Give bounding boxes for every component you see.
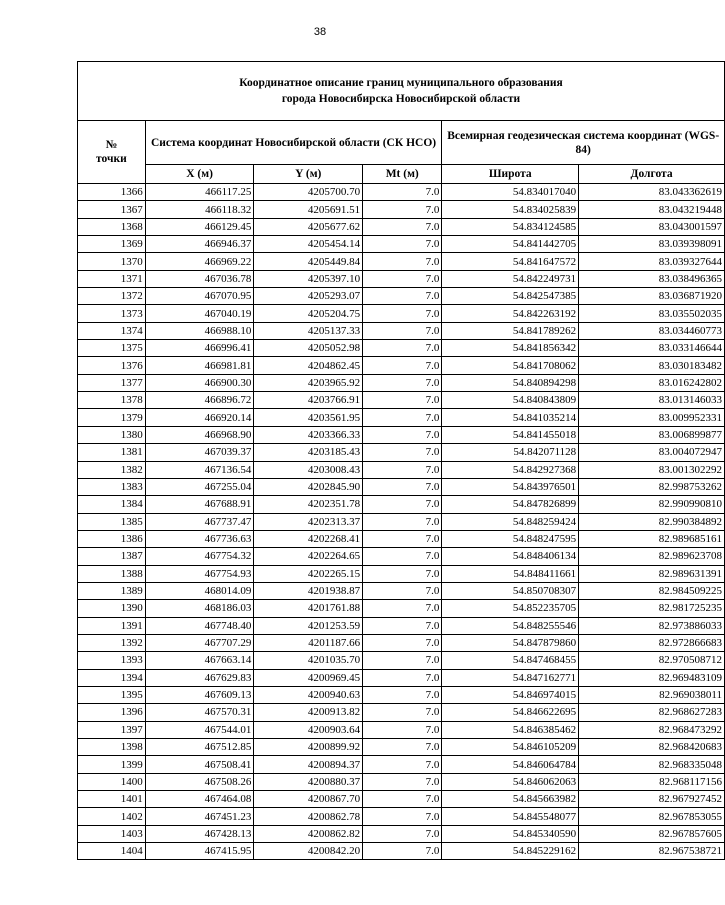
mt-cell: 7.0	[363, 322, 442, 339]
x-cell: 467040.19	[145, 305, 254, 322]
table-row	[78, 530, 725, 547]
point-number-cell: 1381	[78, 444, 146, 461]
y-cell: 4202351.78	[254, 496, 363, 513]
point-number-label: точки	[96, 153, 127, 165]
point-number-cell: 1395	[78, 686, 146, 703]
mt-cell: 7.0	[363, 721, 442, 738]
longitude-cell: 83.039327644	[579, 253, 725, 270]
longitude-cell: 82.981725235	[579, 600, 725, 617]
table-row	[78, 340, 725, 357]
table-row	[78, 721, 725, 738]
mt-cell: 7.0	[363, 843, 442, 860]
point-number-cell: 1369	[78, 236, 146, 253]
mt-cell: 7.0	[363, 218, 442, 235]
y-cell: 4204862.45	[254, 357, 363, 374]
y-cell: 4202264.65	[254, 548, 363, 565]
y-cell: 4200894.37	[254, 756, 363, 773]
mt-cell: 7.0	[363, 236, 442, 253]
mt-cell: 7.0	[363, 357, 442, 374]
x-cell: 468186.03	[145, 600, 254, 617]
table-row	[78, 825, 725, 842]
mt-cell: 7.0	[363, 791, 442, 808]
latitude-cell: 54.834017040	[442, 184, 579, 201]
latitude-cell: 54.834124585	[442, 218, 579, 235]
longitude-cell: 82.973886033	[579, 617, 725, 634]
point-number-cell: 1399	[78, 756, 146, 773]
table-row	[78, 426, 725, 443]
point-number-cell: 1404	[78, 843, 146, 860]
mt-cell: 7.0	[363, 582, 442, 599]
point-number-cell: 1371	[78, 270, 146, 287]
x-cell: 467754.32	[145, 548, 254, 565]
table-row	[78, 201, 725, 218]
x-cell: 467255.04	[145, 478, 254, 495]
table-row	[78, 513, 725, 530]
table-row	[78, 617, 725, 634]
mt-cell: 7.0	[363, 686, 442, 703]
table-row	[78, 652, 725, 669]
x-cell: 467754.93	[145, 565, 254, 582]
longitude-cell: 82.968627283	[579, 704, 725, 721]
latitude-cell: 54.847879860	[442, 634, 579, 651]
longitude-cell: 82.967927452	[579, 791, 725, 808]
mt-cell: 7.0	[363, 184, 442, 201]
mt-cell: 7.0	[363, 340, 442, 357]
table-row	[78, 565, 725, 582]
latitude-cell: 54.846062063	[442, 773, 579, 790]
x-cell: 468014.09	[145, 582, 254, 599]
longitude-cell: 83.038496365	[579, 270, 725, 287]
mt-cell: 7.0	[363, 617, 442, 634]
longitude-cell: 82.968420683	[579, 739, 725, 756]
x-cell: 466996.41	[145, 340, 254, 357]
table-row	[78, 773, 725, 790]
longitude-cell: 82.970508712	[579, 652, 725, 669]
table-row	[78, 461, 725, 478]
point-number-cell: 1383	[78, 478, 146, 495]
latitude-cell: 54.841708062	[442, 357, 579, 374]
y-cell: 4200880.37	[254, 773, 363, 790]
latitude-cell: 54.846385462	[442, 721, 579, 738]
mt-cell: 7.0	[363, 634, 442, 651]
table-row	[78, 357, 725, 374]
x-cell: 466969.22	[145, 253, 254, 270]
mt-cell: 7.0	[363, 704, 442, 721]
longitude-column-header: Долгота	[579, 165, 725, 184]
y-cell: 4205691.51	[254, 201, 363, 218]
y-cell: 4205454.14	[254, 236, 363, 253]
table-row	[78, 392, 725, 409]
table-row	[78, 496, 725, 513]
x-cell: 467451.23	[145, 808, 254, 825]
y-cell: 4205293.07	[254, 288, 363, 305]
coordinates-table	[77, 61, 725, 860]
y-cell: 4205677.62	[254, 218, 363, 235]
longitude-cell: 83.034460773	[579, 322, 725, 339]
latitude-cell: 54.847826899	[442, 496, 579, 513]
mt-cell: 7.0	[363, 548, 442, 565]
longitude-cell: 83.036871920	[579, 288, 725, 305]
y-cell: 4205204.75	[254, 305, 363, 322]
mt-cell: 7.0	[363, 669, 442, 686]
x-cell: 467512.85	[145, 739, 254, 756]
table-row	[78, 305, 725, 322]
latitude-cell: 54.841647572	[442, 253, 579, 270]
longitude-cell: 83.039398091	[579, 236, 725, 253]
y-cell: 4202313.37	[254, 513, 363, 530]
table-row	[78, 843, 725, 860]
point-number-cell: 1368	[78, 218, 146, 235]
latitude-cell: 54.841856342	[442, 340, 579, 357]
y-cell: 4200862.82	[254, 825, 363, 842]
y-cell: 4201761.88	[254, 600, 363, 617]
x-column-header: X (м)	[145, 165, 254, 184]
latitude-cell: 54.846974015	[442, 686, 579, 703]
longitude-cell: 83.043362619	[579, 184, 725, 201]
table-row	[78, 756, 725, 773]
table-row	[78, 184, 725, 201]
point-number-cell: 1388	[78, 565, 146, 582]
mt-cell: 7.0	[363, 201, 442, 218]
longitude-cell: 82.967853055	[579, 808, 725, 825]
point-number-header	[78, 121, 146, 184]
x-cell: 467544.01	[145, 721, 254, 738]
mt-cell: 7.0	[363, 530, 442, 547]
x-cell: 467570.31	[145, 704, 254, 721]
table-row	[78, 409, 725, 426]
point-number-cell: 1402	[78, 808, 146, 825]
x-cell: 467629.83	[145, 669, 254, 686]
x-cell: 467070.95	[145, 288, 254, 305]
longitude-cell: 82.990990810	[579, 496, 725, 513]
latitude-cell: 54.842927368	[442, 461, 579, 478]
longitude-cell: 82.989685161	[579, 530, 725, 547]
longitude-cell: 82.989631391	[579, 565, 725, 582]
x-cell: 466117.25	[145, 184, 254, 201]
y-cell: 4205397.10	[254, 270, 363, 287]
y-cell: 4200899.92	[254, 739, 363, 756]
x-cell: 466968.90	[145, 426, 254, 443]
mt-cell: 7.0	[363, 305, 442, 322]
longitude-cell: 83.043001597	[579, 218, 725, 235]
mt-cell: 7.0	[363, 478, 442, 495]
x-cell: 466981.81	[145, 357, 254, 374]
table-row	[78, 218, 725, 235]
mt-cell: 7.0	[363, 270, 442, 287]
point-number-cell: 1386	[78, 530, 146, 547]
x-cell: 467688.91	[145, 496, 254, 513]
y-cell: 4201187.66	[254, 634, 363, 651]
longitude-cell: 82.968117156	[579, 773, 725, 790]
x-cell: 467508.26	[145, 773, 254, 790]
longitude-cell: 82.968335048	[579, 756, 725, 773]
x-cell: 466896.72	[145, 392, 254, 409]
latitude-cell: 54.841035214	[442, 409, 579, 426]
point-number-cell: 1374	[78, 322, 146, 339]
table-row	[78, 634, 725, 651]
point-number-cell: 1377	[78, 374, 146, 391]
table-row	[78, 600, 725, 617]
point-number-cell: 1382	[78, 461, 146, 478]
mt-cell: 7.0	[363, 444, 442, 461]
table-row	[78, 582, 725, 599]
y-cell: 4201253.59	[254, 617, 363, 634]
point-number-cell: 1394	[78, 669, 146, 686]
latitude-cell: 54.846105209	[442, 739, 579, 756]
page-number: 38	[313, 26, 327, 38]
point-number-cell: 1393	[78, 652, 146, 669]
y-cell: 4200903.64	[254, 721, 363, 738]
latitude-cell: 54.845340590	[442, 825, 579, 842]
mt-cell: 7.0	[363, 392, 442, 409]
point-number-cell: 1396	[78, 704, 146, 721]
table-row	[78, 288, 725, 305]
x-cell: 467036.78	[145, 270, 254, 287]
latitude-cell: 54.852235705	[442, 600, 579, 617]
x-cell: 467663.14	[145, 652, 254, 669]
longitude-cell: 83.013146033	[579, 392, 725, 409]
table-row	[78, 791, 725, 808]
y-cell: 4203008.43	[254, 461, 363, 478]
point-number-cell: 1380	[78, 426, 146, 443]
y-cell: 4203965.92	[254, 374, 363, 391]
table-row	[78, 374, 725, 391]
y-cell: 4202845.90	[254, 478, 363, 495]
mt-cell: 7.0	[363, 600, 442, 617]
table-row	[78, 686, 725, 703]
latitude-cell: 54.848411661	[442, 565, 579, 582]
y-cell: 4200862.78	[254, 808, 363, 825]
y-cell: 4200913.82	[254, 704, 363, 721]
point-number-cell: 1367	[78, 201, 146, 218]
table-row	[78, 322, 725, 339]
mt-cell: 7.0	[363, 253, 442, 270]
longitude-cell: 83.004072947	[579, 444, 725, 461]
mt-cell: 7.0	[363, 496, 442, 513]
x-cell: 466129.45	[145, 218, 254, 235]
longitude-cell: 82.969038011	[579, 686, 725, 703]
longitude-cell: 83.009952331	[579, 409, 725, 426]
x-cell: 467464.08	[145, 791, 254, 808]
x-cell: 467609.13	[145, 686, 254, 703]
x-cell: 467737.47	[145, 513, 254, 530]
mt-cell: 7.0	[363, 409, 442, 426]
y-cell: 4202265.15	[254, 565, 363, 582]
y-cell: 4202268.41	[254, 530, 363, 547]
x-cell: 467136.54	[145, 461, 254, 478]
mt-cell: 7.0	[363, 652, 442, 669]
point-number-cell: 1370	[78, 253, 146, 270]
point-number-cell: 1385	[78, 513, 146, 530]
longitude-cell: 83.030183482	[579, 357, 725, 374]
y-cell: 4200842.20	[254, 843, 363, 860]
latitude-cell: 54.834025839	[442, 201, 579, 218]
x-cell: 467736.63	[145, 530, 254, 547]
longitude-cell: 82.969483109	[579, 669, 725, 686]
point-number-cell: 1397	[78, 721, 146, 738]
y-cell: 4205449.84	[254, 253, 363, 270]
mt-cell: 7.0	[363, 288, 442, 305]
latitude-cell: 54.848259424	[442, 513, 579, 530]
latitude-cell: 54.842547385	[442, 288, 579, 305]
y-cell: 4200940.63	[254, 686, 363, 703]
longitude-cell: 82.967857605	[579, 825, 725, 842]
point-number-cell: 1392	[78, 634, 146, 651]
y-cell: 4203185.43	[254, 444, 363, 461]
point-number-cell: 1379	[78, 409, 146, 426]
longitude-cell: 83.043219448	[579, 201, 725, 218]
point-number-cell: 1376	[78, 357, 146, 374]
latitude-cell: 54.840843809	[442, 392, 579, 409]
latitude-cell: 54.841455018	[442, 426, 579, 443]
x-cell: 466988.10	[145, 322, 254, 339]
y-cell: 4201938.87	[254, 582, 363, 599]
mt-cell: 7.0	[363, 825, 442, 842]
latitude-cell: 54.842263192	[442, 305, 579, 322]
x-cell: 467415.95	[145, 843, 254, 860]
table-row	[78, 236, 725, 253]
point-number-cell: 1378	[78, 392, 146, 409]
latitude-cell: 54.847162771	[442, 669, 579, 686]
longitude-cell: 83.016242802	[579, 374, 725, 391]
x-cell: 466118.32	[145, 201, 254, 218]
x-cell: 467508.41	[145, 756, 254, 773]
latitude-cell: 54.848247595	[442, 530, 579, 547]
x-cell: 467428.13	[145, 825, 254, 842]
y-cell: 4205052.98	[254, 340, 363, 357]
point-number-symbol: №	[105, 139, 118, 151]
table-row	[78, 548, 725, 565]
latitude-cell: 54.846064784	[442, 756, 579, 773]
point-number-cell: 1400	[78, 773, 146, 790]
latitude-cell: 54.842071128	[442, 444, 579, 461]
point-number-cell: 1366	[78, 184, 146, 201]
mt-cell: 7.0	[363, 565, 442, 582]
wgs-system-header: Всемирная геодезическая система координат (WGS-84)	[442, 121, 725, 165]
point-number-cell: 1390	[78, 600, 146, 617]
latitude-cell: 54.845663982	[442, 791, 579, 808]
table-title-line-1: Координатное описание границ муниципального образования	[239, 77, 563, 89]
table-row	[78, 669, 725, 686]
latitude-cell: 54.845229162	[442, 843, 579, 860]
mt-column-header: Mt (м)	[363, 165, 442, 184]
mt-cell: 7.0	[363, 461, 442, 478]
longitude-cell: 82.967538721	[579, 843, 725, 860]
longitude-cell: 83.006899877	[579, 426, 725, 443]
table-title-line-2: города Новосибирска Новосибирской области	[281, 93, 521, 105]
latitude-cell: 54.848406134	[442, 548, 579, 565]
point-number-cell: 1373	[78, 305, 146, 322]
point-number-cell: 1372	[78, 288, 146, 305]
x-cell: 467039.37	[145, 444, 254, 461]
y-cell: 4203366.33	[254, 426, 363, 443]
latitude-cell: 54.840894298	[442, 374, 579, 391]
latitude-column-header: Широта	[442, 165, 579, 184]
mt-cell: 7.0	[363, 513, 442, 530]
table-row	[78, 253, 725, 270]
point-number-cell: 1391	[78, 617, 146, 634]
mt-cell: 7.0	[363, 739, 442, 756]
y-cell: 4205700.70	[254, 184, 363, 201]
table-body	[78, 184, 725, 860]
longitude-cell: 82.990384892	[579, 513, 725, 530]
mt-cell: 7.0	[363, 808, 442, 825]
mt-cell: 7.0	[363, 756, 442, 773]
point-number-cell: 1384	[78, 496, 146, 513]
table-row	[78, 478, 725, 495]
nso-system-header: Система координат Новосибирской области (СК НСО)	[145, 121, 442, 165]
point-number-cell: 1398	[78, 739, 146, 756]
latitude-cell: 54.842249731	[442, 270, 579, 287]
table-title	[78, 62, 725, 121]
y-cell: 4201035.70	[254, 652, 363, 669]
latitude-cell: 54.846622695	[442, 704, 579, 721]
longitude-cell: 82.968473292	[579, 721, 725, 738]
table-row	[78, 270, 725, 287]
y-cell: 4203561.95	[254, 409, 363, 426]
longitude-cell: 83.001302292	[579, 461, 725, 478]
latitude-cell: 54.848255546	[442, 617, 579, 634]
longitude-cell: 82.972866683	[579, 634, 725, 651]
longitude-cell: 83.035502035	[579, 305, 725, 322]
point-number-cell: 1387	[78, 548, 146, 565]
point-number-cell: 1403	[78, 825, 146, 842]
longitude-cell: 82.989623708	[579, 548, 725, 565]
y-cell: 4200867.70	[254, 791, 363, 808]
mt-cell: 7.0	[363, 773, 442, 790]
mt-cell: 7.0	[363, 426, 442, 443]
table-row	[78, 704, 725, 721]
latitude-cell: 54.847468455	[442, 652, 579, 669]
x-cell: 466920.14	[145, 409, 254, 426]
longitude-cell: 83.033146644	[579, 340, 725, 357]
latitude-cell: 54.850708307	[442, 582, 579, 599]
point-number-cell: 1375	[78, 340, 146, 357]
mt-cell: 7.0	[363, 374, 442, 391]
longitude-cell: 82.998753262	[579, 478, 725, 495]
y-cell: 4200969.45	[254, 669, 363, 686]
x-cell: 466900.30	[145, 374, 254, 391]
x-cell: 466946.37	[145, 236, 254, 253]
y-cell: 4203766.91	[254, 392, 363, 409]
table-row	[78, 808, 725, 825]
latitude-cell: 54.845548077	[442, 808, 579, 825]
y-cell: 4205137.33	[254, 322, 363, 339]
x-cell: 467748.40	[145, 617, 254, 634]
point-number-cell: 1401	[78, 791, 146, 808]
latitude-cell: 54.841442705	[442, 236, 579, 253]
longitude-cell: 82.984509225	[579, 582, 725, 599]
table-row	[78, 739, 725, 756]
table-row	[78, 444, 725, 461]
latitude-cell: 54.843976501	[442, 478, 579, 495]
latitude-cell: 54.841789262	[442, 322, 579, 339]
y-column-header: Y (м)	[254, 165, 363, 184]
x-cell: 467707.29	[145, 634, 254, 651]
point-number-cell: 1389	[78, 582, 146, 599]
